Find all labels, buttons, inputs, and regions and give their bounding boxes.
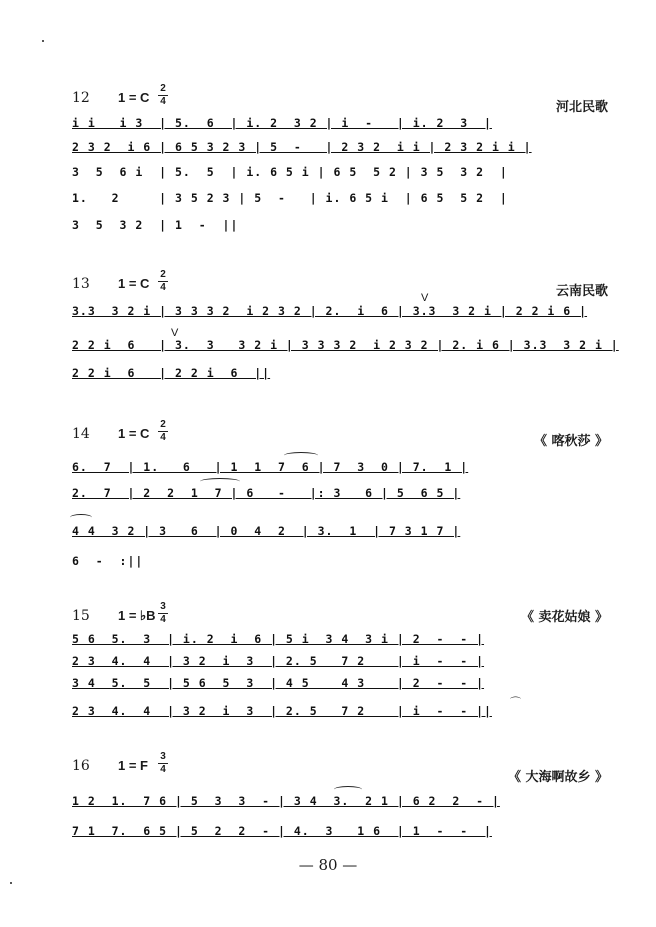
staff-line: 4 4 3 2 | 3 6 | 0 4 2 | 3. 1 | 7 3 1 7 | <box>72 524 461 538</box>
staff-line: 3 4 5. 5 | 5 6 5 3 | 4 5 4 3 | 2 - - | <box>72 676 485 690</box>
staff-line: 2 2 i 6 | 2 2 i 6 || <box>72 366 271 380</box>
staff-line: 2 3 4. 4 | 3 2 i 3 | 2. 5 7 2 | i - - | <box>72 654 485 668</box>
slur <box>284 452 318 459</box>
staff-line: 1. 2 | 3 5 2 3 | 5 - | i. 6 5 i | 6 5 5 2 | <box>72 191 508 205</box>
staff-line: 3 5 6 i | 5. 5 | i. 6 5 i | 6 5 5 2 | 3 5 3 2 | <box>72 165 508 179</box>
staff-line: 2 3 2 i 6 | 6 5 3 2 3 | 5 - | 2 3 2 i i | 2 3 2 i i | <box>72 140 532 154</box>
example-number: 15 <box>72 608 90 624</box>
key-signature: 1 = F <box>118 758 148 773</box>
staff-line: 7 1 7. 6 5 | 5 2 2 - | 4. 3 1 6 | 1 - - | <box>72 824 492 838</box>
example-12-header <box>0 83 656 115</box>
song-source: 《 喀秋莎 》 <box>533 434 608 449</box>
staff-line: 2 3 4. 4 | 3 2 i 3 | 2. 5 7 2 | i - - || <box>72 704 492 718</box>
song-source: 河北民歌 <box>555 100 608 115</box>
staff-line: 1 2 1. 7 6 | 5 3 3 - | 3 4 3. 2 1 | 6 2 2 - | <box>72 794 500 808</box>
staff-line: 2. 7 | 2 2 1 7 | 6 - |: 3 6 | 5 6 5 | <box>72 486 461 500</box>
time-signature: 3 4 <box>158 752 168 775</box>
key-signature: 1 = C <box>118 90 150 105</box>
speck <box>42 40 44 42</box>
example-15-header <box>0 601 656 632</box>
staff-line: 3.3 3 2 i | 3 3 3 2 i 2 3 2 | 2. i 6 | 3.3 3 2 i | 2 2 i 6 | <box>72 304 588 318</box>
slur <box>334 786 362 793</box>
staff-line: 3 5 3 2 | 1 - || <box>72 218 239 232</box>
staff-line: 6 - :|| <box>72 554 144 568</box>
example-13-header <box>0 269 656 300</box>
example-14-header <box>0 419 656 450</box>
speck <box>10 882 12 884</box>
song-source: 云南民歌 <box>555 284 608 299</box>
slur <box>200 478 240 485</box>
time-signature: 3 4 <box>158 602 168 625</box>
example-number: 14 <box>72 426 90 442</box>
staff-line: 2 2 i 6 | 3. 3 3 2 i | 3 3 3 2 i 2 3 2 | 2. i 6 | 3.3 3 2 i | <box>72 338 619 352</box>
song-source: 《 大海啊故乡 》 <box>507 770 608 785</box>
staff-line: i i i 3 | 5. 6 | i. 2 3 2 | i - | i. 2 3 | <box>72 116 492 130</box>
key-signature: 1 = C <box>118 276 150 291</box>
time-signature: 2 4 <box>158 420 168 443</box>
key-signature: 1 = C <box>118 426 150 441</box>
staff-line: 5 6 5. 3 | i. 2 i 6 | 5 i 3 4 3 i | 2 - - | <box>72 632 485 646</box>
example-16-header <box>0 751 656 785</box>
example-number: 12 <box>72 90 90 106</box>
fermata: ⌒ <box>510 696 521 709</box>
breath-mark: V <box>421 292 429 304</box>
time-signature: 2 4 <box>158 84 168 107</box>
time-signature: 2 4 <box>158 270 168 293</box>
page-number: — 80 — <box>298 856 358 874</box>
song-source: 《 卖花姑娘 》 <box>520 610 608 625</box>
breath-mark: V <box>171 327 179 339</box>
slur <box>70 514 92 521</box>
example-number: 16 <box>72 758 90 774</box>
staff-line: 6. 7 | 1. 6 | 1 1 7 6 | 7 3 0 | 7. 1 | <box>72 460 469 474</box>
example-number: 13 <box>72 276 90 292</box>
key-signature: 1 = ♭B <box>118 608 156 623</box>
